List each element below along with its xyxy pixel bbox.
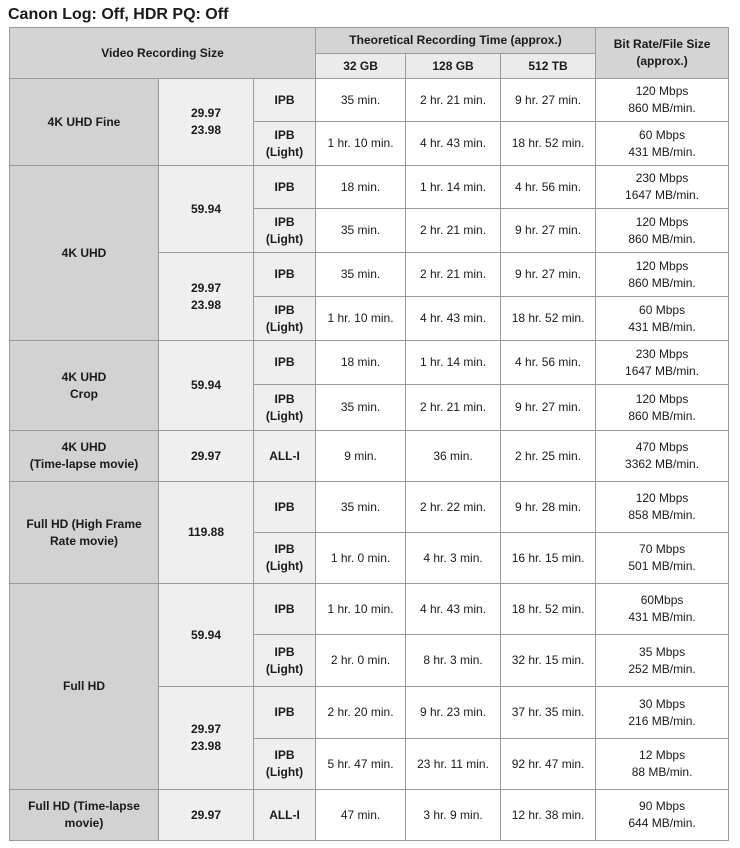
time-512tb-cell: 18 hr. 52 min. bbox=[501, 297, 596, 341]
frame-rate-cell: 119.88 bbox=[159, 482, 254, 584]
compression-cell: IPB (Light) bbox=[254, 635, 316, 687]
compression-cell: IPB bbox=[254, 341, 316, 385]
compression-cell: IPB (Light) bbox=[254, 209, 316, 253]
bitrate-cell: 120 Mbps 860 MB/min. bbox=[596, 253, 729, 297]
time-512tb-cell: 9 hr. 27 min. bbox=[501, 79, 596, 122]
time-512tb-cell: 32 hr. 15 min. bbox=[501, 635, 596, 687]
time-512tb-cell: 12 hr. 38 min. bbox=[501, 790, 596, 841]
table-row bbox=[10, 166, 729, 209]
frame-rate-cell: 29.97 bbox=[159, 790, 254, 841]
header-bit-rate-file-size: Bit Rate/File Size (approx.) bbox=[596, 28, 729, 79]
bitrate-cell: 470 Mbps 3362 MB/min. bbox=[596, 431, 729, 482]
bitrate-cell: 70 Mbps 501 MB/min. bbox=[596, 533, 729, 584]
time-32gb-cell: 1 hr. 0 min. bbox=[316, 533, 406, 584]
bitrate-cell: 30 Mbps 216 MB/min. bbox=[596, 687, 729, 739]
recording-time-table bbox=[9, 27, 729, 841]
time-512tb-cell: 4 hr. 56 min. bbox=[501, 341, 596, 385]
time-32gb-cell: 35 min. bbox=[316, 253, 406, 297]
bitrate-cell: 90 Mbps 644 MB/min. bbox=[596, 790, 729, 841]
time-32gb-cell: 9 min. bbox=[316, 431, 406, 482]
video-size-cell: 4K UHD Fine bbox=[10, 79, 159, 166]
time-32gb-cell: 35 min. bbox=[316, 209, 406, 253]
bitrate-cell: 120 Mbps 860 MB/min. bbox=[596, 209, 729, 253]
time-32gb-cell: 18 min. bbox=[316, 166, 406, 209]
time-512tb-cell: 37 hr. 35 min. bbox=[501, 687, 596, 739]
time-32gb-cell: 47 min. bbox=[316, 790, 406, 841]
frame-rate-cell: 59.94 bbox=[159, 341, 254, 431]
time-128gb-cell: 36 min. bbox=[406, 431, 501, 482]
header-theoretical-recording-time: Theoretical Recording Time (approx.) bbox=[316, 28, 596, 54]
table-row bbox=[10, 431, 729, 482]
time-512tb-cell: 2 hr. 25 min. bbox=[501, 431, 596, 482]
compression-cell: IPB (Light) bbox=[254, 533, 316, 584]
table-row bbox=[10, 341, 729, 385]
bitrate-cell: 12 Mbps 88 MB/min. bbox=[596, 739, 729, 790]
time-32gb-cell: 35 min. bbox=[316, 482, 406, 533]
time-128gb-cell: 4 hr. 3 min. bbox=[406, 533, 501, 584]
time-32gb-cell: 5 hr. 47 min. bbox=[316, 739, 406, 790]
video-size-cell: 4K UHD (Time-lapse movie) bbox=[10, 431, 159, 482]
bitrate-cell: 230 Mbps 1647 MB/min. bbox=[596, 166, 729, 209]
time-512tb-cell: 18 hr. 52 min. bbox=[501, 584, 596, 635]
page-title: Canon Log: Off, HDR PQ: Off bbox=[8, 6, 229, 23]
frame-rate-cell: 29.97 bbox=[159, 431, 254, 482]
time-128gb-cell: 3 hr. 9 min. bbox=[406, 790, 501, 841]
compression-cell: IPB (Light) bbox=[254, 385, 316, 431]
compression-cell: IPB bbox=[254, 253, 316, 297]
time-128gb-cell: 2 hr. 21 min. bbox=[406, 209, 501, 253]
time-128gb-cell: 23 hr. 11 min. bbox=[406, 739, 501, 790]
time-128gb-cell: 9 hr. 23 min. bbox=[406, 687, 501, 739]
time-32gb-cell: 2 hr. 20 min. bbox=[316, 687, 406, 739]
compression-cell: IPB bbox=[254, 584, 316, 635]
compression-cell: ALL-I bbox=[254, 431, 316, 482]
time-128gb-cell: 2 hr. 22 min. bbox=[406, 482, 501, 533]
time-128gb-cell: 4 hr. 43 min. bbox=[406, 122, 501, 166]
time-128gb-cell: 4 hr. 43 min. bbox=[406, 584, 501, 635]
time-128gb-cell: 1 hr. 14 min. bbox=[406, 166, 501, 209]
video-size-cell: Full HD (High Frame Rate movie) bbox=[10, 482, 159, 584]
time-32gb-cell: 1 hr. 10 min. bbox=[316, 122, 406, 166]
compression-cell: IPB bbox=[254, 687, 316, 739]
time-128gb-cell: 2 hr. 21 min. bbox=[406, 79, 501, 122]
time-32gb-cell: 18 min. bbox=[316, 341, 406, 385]
table-row bbox=[10, 584, 729, 635]
video-size-cell: Full HD (Time-lapse movie) bbox=[10, 790, 159, 841]
video-size-cell: Full HD bbox=[10, 584, 159, 790]
time-128gb-cell: 2 hr. 21 min. bbox=[406, 385, 501, 431]
bitrate-cell: 120 Mbps 860 MB/min. bbox=[596, 385, 729, 431]
time-32gb-cell: 1 hr. 10 min. bbox=[316, 584, 406, 635]
table-row bbox=[10, 790, 729, 841]
bitrate-cell: 120 Mbps 858 MB/min. bbox=[596, 482, 729, 533]
compression-cell: IPB (Light) bbox=[254, 297, 316, 341]
frame-rate-cell: 59.94 bbox=[159, 584, 254, 687]
compression-cell: IPB (Light) bbox=[254, 739, 316, 790]
time-32gb-cell: 2 hr. 0 min. bbox=[316, 635, 406, 687]
time-512tb-cell: 9 hr. 27 min. bbox=[501, 209, 596, 253]
time-128gb-cell: 1 hr. 14 min. bbox=[406, 341, 501, 385]
frame-rate-cell: 29.97 23.98 bbox=[159, 79, 254, 166]
time-512tb-cell: 9 hr. 28 min. bbox=[501, 482, 596, 533]
table-row bbox=[10, 79, 729, 122]
time-512tb-cell: 9 hr. 27 min. bbox=[501, 253, 596, 297]
time-512tb-cell: 4 hr. 56 min. bbox=[501, 166, 596, 209]
bitrate-cell: 35 Mbps 252 MB/min. bbox=[596, 635, 729, 687]
bitrate-cell: 120 Mbps 860 MB/min. bbox=[596, 79, 729, 122]
time-512tb-cell: 18 hr. 52 min. bbox=[501, 122, 596, 166]
video-size-cell: 4K UHD bbox=[10, 166, 159, 341]
time-512tb-cell: 92 hr. 47 min. bbox=[501, 739, 596, 790]
time-32gb-cell: 35 min. bbox=[316, 385, 406, 431]
bitrate-cell: 60Mbps 431 MB/min. bbox=[596, 584, 729, 635]
frame-rate-cell: 29.97 23.98 bbox=[159, 253, 254, 341]
frame-rate-cell: 29.97 23.98 bbox=[159, 687, 254, 790]
bitrate-cell: 60 Mbps 431 MB/min. bbox=[596, 122, 729, 166]
time-512tb-cell: 9 hr. 27 min. bbox=[501, 385, 596, 431]
time-128gb-cell: 2 hr. 21 min. bbox=[406, 253, 501, 297]
table-row bbox=[10, 482, 729, 533]
compression-cell: IPB bbox=[254, 166, 316, 209]
compression-cell: IPB bbox=[254, 482, 316, 533]
header-capacity-128gb: 128 GB bbox=[406, 54, 501, 79]
time-128gb-cell: 8 hr. 3 min. bbox=[406, 635, 501, 687]
header-capacity-512tb: 512 TB bbox=[501, 54, 596, 79]
time-512tb-cell: 16 hr. 15 min. bbox=[501, 533, 596, 584]
header-capacity-32gb: 32 GB bbox=[316, 54, 406, 79]
header-video-recording-size: Video Recording Size bbox=[10, 28, 316, 79]
table-body bbox=[10, 79, 729, 841]
bitrate-cell: 230 Mbps 1647 MB/min. bbox=[596, 341, 729, 385]
frame-rate-cell: 59.94 bbox=[159, 166, 254, 253]
bitrate-cell: 60 Mbps 431 MB/min. bbox=[596, 297, 729, 341]
time-128gb-cell: 4 hr. 43 min. bbox=[406, 297, 501, 341]
compression-cell: IPB bbox=[254, 79, 316, 122]
compression-cell: ALL-I bbox=[254, 790, 316, 841]
time-32gb-cell: 1 hr. 10 min. bbox=[316, 297, 406, 341]
compression-cell: IPB (Light) bbox=[254, 122, 316, 166]
time-32gb-cell: 35 min. bbox=[316, 79, 406, 122]
video-size-cell: 4K UHD Crop bbox=[10, 341, 159, 431]
